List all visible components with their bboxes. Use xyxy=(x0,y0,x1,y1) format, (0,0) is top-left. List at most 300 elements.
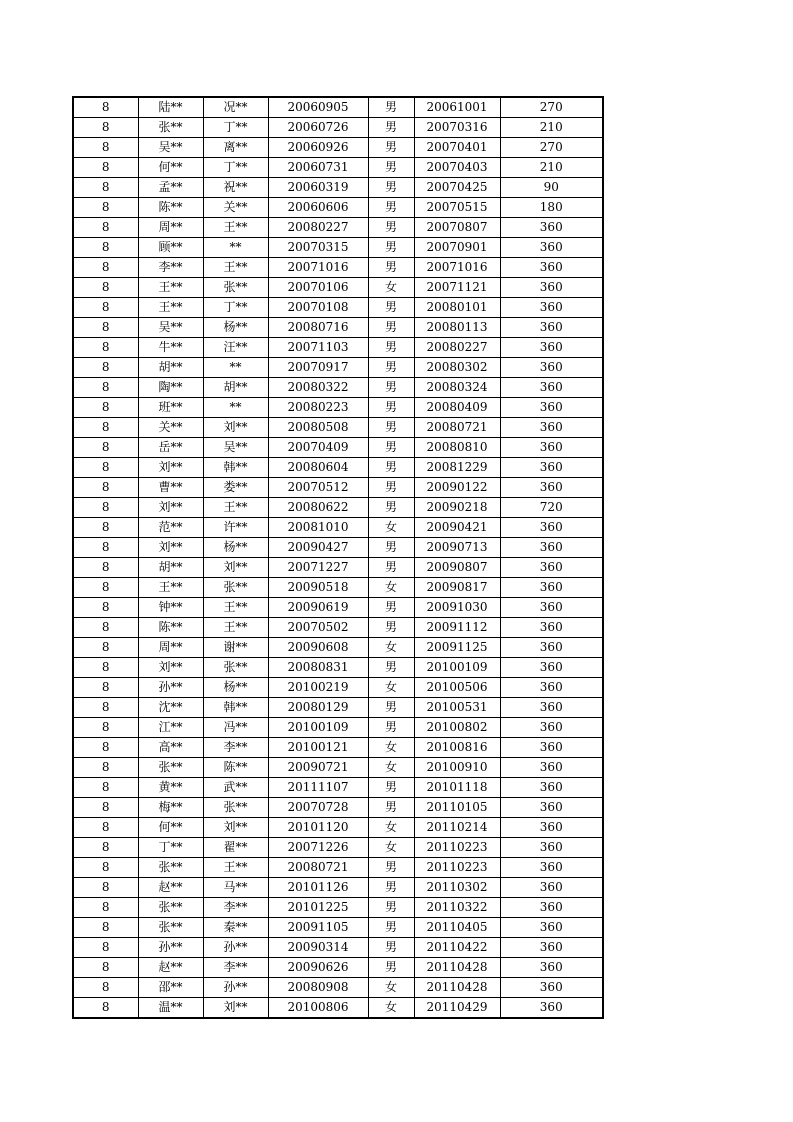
record-table xyxy=(72,96,604,1019)
amount-cell: 360 xyxy=(500,858,603,878)
birth-date-cell: 20100219 xyxy=(268,678,368,698)
amount-cell: 360 xyxy=(500,778,603,798)
gender-cell: 男 xyxy=(368,458,414,478)
guardian-cell: 李** xyxy=(203,898,268,918)
table-row xyxy=(73,598,603,618)
table-row xyxy=(73,678,603,698)
name-cell: 何** xyxy=(138,158,203,178)
name-cell: 周** xyxy=(138,218,203,238)
amount-cell: 360 xyxy=(500,718,603,738)
guardian-cell: 冯** xyxy=(203,718,268,738)
group-cell: 8 xyxy=(73,818,138,838)
name-cell: 黄** xyxy=(138,778,203,798)
start-date-cell: 20080721 xyxy=(414,418,500,438)
start-date-cell: 20100109 xyxy=(414,658,500,678)
amount-cell: 360 xyxy=(500,638,603,658)
group-cell: 8 xyxy=(73,518,138,538)
table-row xyxy=(73,938,603,958)
table-row xyxy=(73,318,603,338)
table-row xyxy=(73,238,603,258)
amount-cell: 360 xyxy=(500,658,603,678)
guardian-cell: 张** xyxy=(203,658,268,678)
group-cell: 8 xyxy=(73,118,138,138)
guardian-cell: 王** xyxy=(203,498,268,518)
name-cell: 张** xyxy=(138,858,203,878)
group-cell: 8 xyxy=(73,858,138,878)
birth-date-cell: 20090518 xyxy=(268,578,368,598)
guardian-cell: 王** xyxy=(203,258,268,278)
table-row xyxy=(73,618,603,638)
amount-cell: 360 xyxy=(500,598,603,618)
amount-cell: 360 xyxy=(500,558,603,578)
guardian-cell: 汪** xyxy=(203,338,268,358)
gender-cell: 女 xyxy=(368,678,414,698)
table-row xyxy=(73,458,603,478)
group-cell: 8 xyxy=(73,738,138,758)
birth-date-cell: 20060731 xyxy=(268,158,368,178)
amount-cell: 720 xyxy=(500,498,603,518)
guardian-cell: 谢** xyxy=(203,638,268,658)
birth-date-cell: 20070106 xyxy=(268,278,368,298)
start-date-cell: 20070425 xyxy=(414,178,500,198)
table-row xyxy=(73,338,603,358)
amount-cell: 360 xyxy=(500,918,603,938)
group-cell: 8 xyxy=(73,678,138,698)
table-row xyxy=(73,698,603,718)
start-date-cell: 20080113 xyxy=(414,318,500,338)
start-date-cell: 20090817 xyxy=(414,578,500,598)
group-cell: 8 xyxy=(73,398,138,418)
name-cell: 张** xyxy=(138,898,203,918)
table-row xyxy=(73,118,603,138)
table-row xyxy=(73,738,603,758)
table-row xyxy=(73,858,603,878)
guardian-cell: 杨** xyxy=(203,318,268,338)
gender-cell: 男 xyxy=(368,918,414,938)
group-cell: 8 xyxy=(73,998,138,1019)
birth-date-cell: 20090721 xyxy=(268,758,368,778)
name-cell: 何** xyxy=(138,818,203,838)
group-cell: 8 xyxy=(73,698,138,718)
amount-cell: 210 xyxy=(500,118,603,138)
birth-date-cell: 20080908 xyxy=(268,978,368,998)
start-date-cell: 20090421 xyxy=(414,518,500,538)
table-row xyxy=(73,758,603,778)
guardian-cell: 王** xyxy=(203,858,268,878)
name-cell: 李** xyxy=(138,258,203,278)
birth-date-cell: 20080721 xyxy=(268,858,368,878)
gender-cell: 女 xyxy=(368,998,414,1019)
group-cell: 8 xyxy=(73,438,138,458)
name-cell: 班** xyxy=(138,398,203,418)
birth-date-cell: 20090314 xyxy=(268,938,368,958)
group-cell: 8 xyxy=(73,638,138,658)
guardian-cell: 武** xyxy=(203,778,268,798)
group-cell: 8 xyxy=(73,938,138,958)
gender-cell: 男 xyxy=(368,178,414,198)
table-row xyxy=(73,978,603,998)
name-cell: 高** xyxy=(138,738,203,758)
group-cell: 8 xyxy=(73,778,138,798)
gender-cell: 男 xyxy=(368,478,414,498)
table-row xyxy=(73,518,603,538)
birth-date-cell: 20090619 xyxy=(268,598,368,618)
amount-cell: 360 xyxy=(500,818,603,838)
birth-date-cell: 20100806 xyxy=(268,998,368,1019)
amount-cell: 360 xyxy=(500,438,603,458)
name-cell: 胡** xyxy=(138,358,203,378)
table-row xyxy=(73,498,603,518)
start-date-cell: 20100802 xyxy=(414,718,500,738)
birth-date-cell: 20080322 xyxy=(268,378,368,398)
name-cell: 张** xyxy=(138,918,203,938)
group-cell: 8 xyxy=(73,758,138,778)
name-cell: 周** xyxy=(138,638,203,658)
birth-date-cell: 20060319 xyxy=(268,178,368,198)
name-cell: 关** xyxy=(138,418,203,438)
table-row xyxy=(73,278,603,298)
birth-date-cell: 20070108 xyxy=(268,298,368,318)
group-cell: 8 xyxy=(73,658,138,678)
name-cell: 胡** xyxy=(138,558,203,578)
name-cell: 吴** xyxy=(138,318,203,338)
name-cell: 江** xyxy=(138,718,203,738)
guardian-cell: ** xyxy=(203,398,268,418)
guardian-cell: 秦** xyxy=(203,918,268,938)
guardian-cell: 刘** xyxy=(203,558,268,578)
guardian-cell: 胡** xyxy=(203,378,268,398)
gender-cell: 女 xyxy=(368,758,414,778)
guardian-cell: 李** xyxy=(203,958,268,978)
name-cell: 刘** xyxy=(138,498,203,518)
guardian-cell: 韩** xyxy=(203,458,268,478)
table-row xyxy=(73,838,603,858)
amount-cell: 360 xyxy=(500,238,603,258)
group-cell: 8 xyxy=(73,318,138,338)
table-row xyxy=(73,258,603,278)
guardian-cell: 陈** xyxy=(203,758,268,778)
group-cell: 8 xyxy=(73,558,138,578)
start-date-cell: 20100910 xyxy=(414,758,500,778)
amount-cell: 360 xyxy=(500,938,603,958)
birth-date-cell: 20091105 xyxy=(268,918,368,938)
guardian-cell: 离** xyxy=(203,138,268,158)
amount-cell: 360 xyxy=(500,338,603,358)
guardian-cell: 杨** xyxy=(203,538,268,558)
guardian-cell: 祝** xyxy=(203,178,268,198)
guardian-cell: 李** xyxy=(203,738,268,758)
amount-cell: 270 xyxy=(500,138,603,158)
guardian-cell: 张** xyxy=(203,578,268,598)
guardian-cell: 杨** xyxy=(203,678,268,698)
start-date-cell: 20080810 xyxy=(414,438,500,458)
guardian-cell: 翟** xyxy=(203,838,268,858)
group-cell: 8 xyxy=(73,278,138,298)
name-cell: 王** xyxy=(138,578,203,598)
table-row xyxy=(73,478,603,498)
start-date-cell: 20070515 xyxy=(414,198,500,218)
gender-cell: 男 xyxy=(368,298,414,318)
table-row xyxy=(73,958,603,978)
start-date-cell: 20091125 xyxy=(414,638,500,658)
start-date-cell: 20100506 xyxy=(414,678,500,698)
birth-date-cell: 20080227 xyxy=(268,218,368,238)
gender-cell: 男 xyxy=(368,358,414,378)
name-cell: 顾** xyxy=(138,238,203,258)
table-row xyxy=(73,378,603,398)
gender-cell: 男 xyxy=(368,538,414,558)
group-cell: 8 xyxy=(73,958,138,978)
group-cell: 8 xyxy=(73,97,138,118)
amount-cell: 360 xyxy=(500,418,603,438)
name-cell: 刘** xyxy=(138,538,203,558)
guardian-cell: ** xyxy=(203,238,268,258)
gender-cell: 男 xyxy=(368,198,414,218)
group-cell: 8 xyxy=(73,918,138,938)
amount-cell: 360 xyxy=(500,958,603,978)
birth-date-cell: 20070512 xyxy=(268,478,368,498)
name-cell: 刘** xyxy=(138,458,203,478)
gender-cell: 女 xyxy=(368,838,414,858)
guardian-cell: 刘** xyxy=(203,818,268,838)
gender-cell: 男 xyxy=(368,938,414,958)
start-date-cell: 20080409 xyxy=(414,398,500,418)
table-row xyxy=(73,358,603,378)
birth-date-cell: 20060726 xyxy=(268,118,368,138)
group-cell: 8 xyxy=(73,458,138,478)
group-cell: 8 xyxy=(73,418,138,438)
name-cell: 温** xyxy=(138,998,203,1019)
birth-date-cell: 20100121 xyxy=(268,738,368,758)
birth-date-cell: 20080129 xyxy=(268,698,368,718)
name-cell: 孟** xyxy=(138,178,203,198)
table-row xyxy=(73,178,603,198)
amount-cell: 90 xyxy=(500,178,603,198)
gender-cell: 男 xyxy=(368,858,414,878)
table-row xyxy=(73,418,603,438)
group-cell: 8 xyxy=(73,218,138,238)
amount-cell: 360 xyxy=(500,218,603,238)
birth-date-cell: 20080604 xyxy=(268,458,368,478)
start-date-cell: 20070316 xyxy=(414,118,500,138)
table-row xyxy=(73,97,603,118)
birth-date-cell: 20071226 xyxy=(268,838,368,858)
birth-date-cell: 20080716 xyxy=(268,318,368,338)
gender-cell: 女 xyxy=(368,978,414,998)
start-date-cell: 20071121 xyxy=(414,278,500,298)
guardian-cell: 娄** xyxy=(203,478,268,498)
group-cell: 8 xyxy=(73,378,138,398)
table-row xyxy=(73,218,603,238)
gender-cell: 男 xyxy=(368,118,414,138)
start-date-cell: 20070403 xyxy=(414,158,500,178)
amount-cell: 360 xyxy=(500,358,603,378)
birth-date-cell: 20080223 xyxy=(268,398,368,418)
birth-date-cell: 20080508 xyxy=(268,418,368,438)
guardian-cell: 刘** xyxy=(203,998,268,1019)
amount-cell: 360 xyxy=(500,318,603,338)
table-row xyxy=(73,578,603,598)
guardian-cell: 关** xyxy=(203,198,268,218)
gender-cell: 女 xyxy=(368,738,414,758)
name-cell: 岳** xyxy=(138,438,203,458)
name-cell: 陶** xyxy=(138,378,203,398)
group-cell: 8 xyxy=(73,358,138,378)
table-row xyxy=(73,878,603,898)
guardian-cell: 王** xyxy=(203,618,268,638)
name-cell: 王** xyxy=(138,298,203,318)
amount-cell: 360 xyxy=(500,738,603,758)
group-cell: 8 xyxy=(73,198,138,218)
table-row xyxy=(73,818,603,838)
group-cell: 8 xyxy=(73,718,138,738)
gender-cell: 男 xyxy=(368,218,414,238)
guardian-cell: 王** xyxy=(203,218,268,238)
start-date-cell: 20110322 xyxy=(414,898,500,918)
guardian-cell: 张** xyxy=(203,278,268,298)
birth-date-cell: 20060606 xyxy=(268,198,368,218)
guardian-cell: 许** xyxy=(203,518,268,538)
gender-cell: 男 xyxy=(368,798,414,818)
amount-cell: 360 xyxy=(500,538,603,558)
birth-date-cell: 20060926 xyxy=(268,138,368,158)
group-cell: 8 xyxy=(73,158,138,178)
gender-cell: 男 xyxy=(368,658,414,678)
group-cell: 8 xyxy=(73,538,138,558)
start-date-cell: 20090713 xyxy=(414,538,500,558)
birth-date-cell: 20070409 xyxy=(268,438,368,458)
start-date-cell: 20100816 xyxy=(414,738,500,758)
name-cell: 钟** xyxy=(138,598,203,618)
start-date-cell: 20090807 xyxy=(414,558,500,578)
birth-date-cell: 20080831 xyxy=(268,658,368,678)
group-cell: 8 xyxy=(73,498,138,518)
amount-cell: 360 xyxy=(500,618,603,638)
amount-cell: 360 xyxy=(500,278,603,298)
gender-cell: 男 xyxy=(368,598,414,618)
name-cell: 吴** xyxy=(138,138,203,158)
birth-date-cell: 20111107 xyxy=(268,778,368,798)
start-date-cell: 20080227 xyxy=(414,338,500,358)
name-cell: 赵** xyxy=(138,878,203,898)
gender-cell: 女 xyxy=(368,578,414,598)
group-cell: 8 xyxy=(73,838,138,858)
name-cell: 张** xyxy=(138,118,203,138)
amount-cell: 360 xyxy=(500,978,603,998)
table-row xyxy=(73,558,603,578)
birth-date-cell: 20090608 xyxy=(268,638,368,658)
gender-cell: 男 xyxy=(368,378,414,398)
guardian-cell: 丁** xyxy=(203,118,268,138)
group-cell: 8 xyxy=(73,478,138,498)
birth-date-cell: 20100109 xyxy=(268,718,368,738)
table-row xyxy=(73,798,603,818)
amount-cell: 360 xyxy=(500,698,603,718)
name-cell: 陈** xyxy=(138,618,203,638)
gender-cell: 男 xyxy=(368,698,414,718)
group-cell: 8 xyxy=(73,238,138,258)
amount-cell: 360 xyxy=(500,838,603,858)
gender-cell: 男 xyxy=(368,398,414,418)
guardian-cell: 王** xyxy=(203,598,268,618)
birth-date-cell: 20070728 xyxy=(268,798,368,818)
guardian-cell: 马** xyxy=(203,878,268,898)
gender-cell: 男 xyxy=(368,258,414,278)
birth-date-cell: 20090626 xyxy=(268,958,368,978)
table-row xyxy=(73,998,603,1019)
start-date-cell: 20080324 xyxy=(414,378,500,398)
start-date-cell: 20090122 xyxy=(414,478,500,498)
birth-date-cell: 20070315 xyxy=(268,238,368,258)
table-body xyxy=(73,97,603,1018)
amount-cell: 360 xyxy=(500,298,603,318)
gender-cell: 男 xyxy=(368,498,414,518)
amount-cell: 360 xyxy=(500,578,603,598)
guardian-cell: 丁** xyxy=(203,298,268,318)
table-row xyxy=(73,538,603,558)
birth-date-cell: 20090427 xyxy=(268,538,368,558)
table-row xyxy=(73,138,603,158)
name-cell: 陆** xyxy=(138,97,203,118)
birth-date-cell: 20060905 xyxy=(268,97,368,118)
start-date-cell: 20080101 xyxy=(414,298,500,318)
gender-cell: 男 xyxy=(368,618,414,638)
name-cell: 王** xyxy=(138,278,203,298)
gender-cell: 男 xyxy=(368,318,414,338)
group-cell: 8 xyxy=(73,798,138,818)
gender-cell: 男 xyxy=(368,438,414,458)
amount-cell: 360 xyxy=(500,378,603,398)
amount-cell: 360 xyxy=(500,458,603,478)
table-row xyxy=(73,638,603,658)
amount-cell: 360 xyxy=(500,898,603,918)
name-cell: 沈** xyxy=(138,698,203,718)
name-cell: 刘** xyxy=(138,658,203,678)
guardian-cell: 孙** xyxy=(203,978,268,998)
spreadsheet xyxy=(72,96,604,1019)
start-date-cell: 20110214 xyxy=(414,818,500,838)
birth-date-cell: 20101120 xyxy=(268,818,368,838)
birth-date-cell: 20071103 xyxy=(268,338,368,358)
guardian-cell: 孙** xyxy=(203,938,268,958)
start-date-cell: 20080302 xyxy=(414,358,500,378)
start-date-cell: 20081229 xyxy=(414,458,500,478)
gender-cell: 男 xyxy=(368,778,414,798)
guardian-cell: 吴** xyxy=(203,438,268,458)
gender-cell: 女 xyxy=(368,518,414,538)
amount-cell: 360 xyxy=(500,758,603,778)
amount-cell: 360 xyxy=(500,258,603,278)
group-cell: 8 xyxy=(73,978,138,998)
start-date-cell: 20091112 xyxy=(414,618,500,638)
table-row xyxy=(73,918,603,938)
table-row xyxy=(73,658,603,678)
birth-date-cell: 20071016 xyxy=(268,258,368,278)
group-cell: 8 xyxy=(73,878,138,898)
table-row xyxy=(73,718,603,738)
start-date-cell: 20110223 xyxy=(414,838,500,858)
start-date-cell: 20070901 xyxy=(414,238,500,258)
name-cell: 牛** xyxy=(138,338,203,358)
group-cell: 8 xyxy=(73,298,138,318)
birth-date-cell: 20070502 xyxy=(268,618,368,638)
start-date-cell: 20061001 xyxy=(414,97,500,118)
start-date-cell: 20110302 xyxy=(414,878,500,898)
start-date-cell: 20100531 xyxy=(414,698,500,718)
gender-cell: 男 xyxy=(368,97,414,118)
birth-date-cell: 20101126 xyxy=(268,878,368,898)
amount-cell: 270 xyxy=(500,97,603,118)
